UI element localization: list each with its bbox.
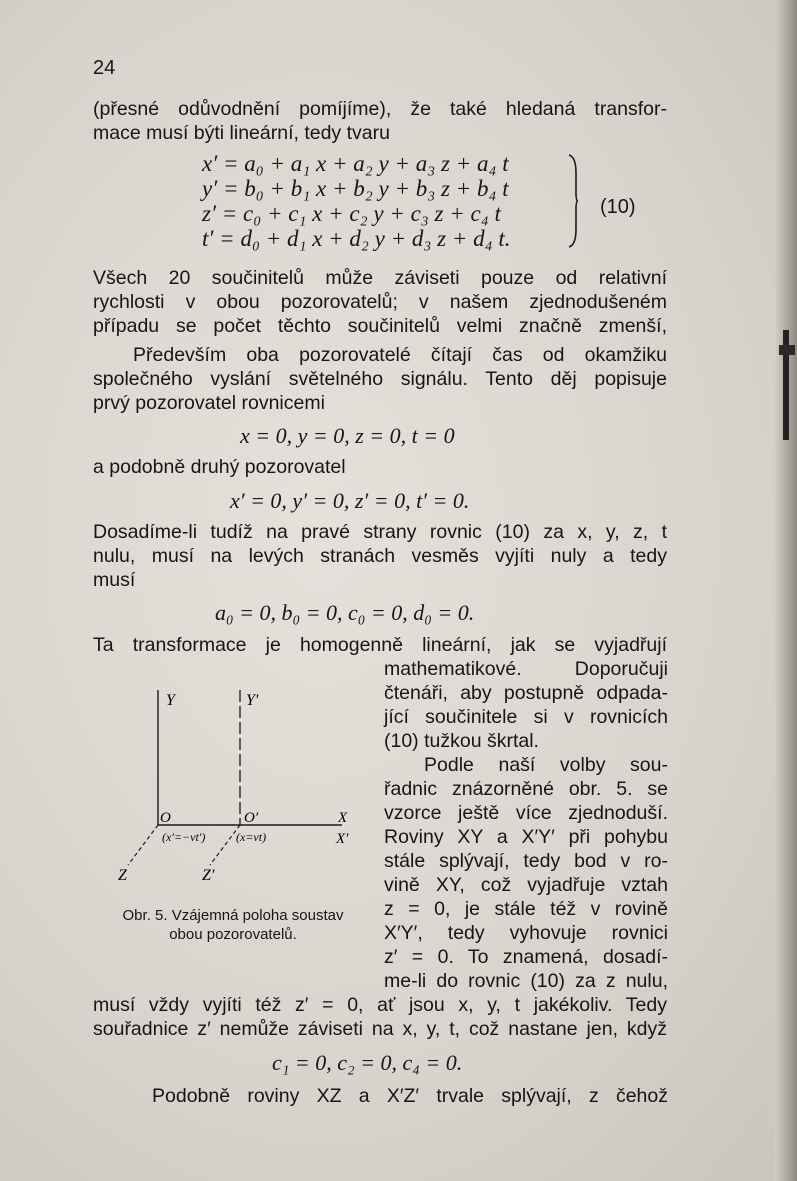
para5-right-line-1: Podle naší volby sou- (424, 754, 668, 776)
para2-line-2: společného vyslání světelného signálu. Tento děj popisuje (93, 368, 667, 390)
line-second-observer: a podobně druhý pozorovatel (93, 456, 346, 478)
label-o-prime: O′ (244, 810, 259, 826)
para3-line-1: Dosadíme-li tudíž na pravé strany rovnic (10) za x, y, z, t (93, 521, 667, 543)
para2-line-1: Především oba pozorovatelé čítají čas od okamžiku (133, 344, 667, 366)
equation-zero-coefficients: a₀ = 0, b₀ = 0, c₀ = 0, d₀ = 0. (215, 600, 475, 625)
intro-line-1: (přesné odůvodnění pomíjíme), že také hledaná transfor- (93, 98, 667, 120)
equation-t-prime: t′ = d₀ + d₁ x + d₂ y + d₃ z + d₄ t. (202, 226, 511, 251)
equation-number: (10) (600, 196, 636, 218)
label-y-prime: Y′ (246, 692, 259, 709)
figure-caption (98, 906, 368, 944)
figure-5-diagram (110, 680, 370, 890)
para1-line-1: Všech 20 součinitelů může záviseti pouze od relativní (93, 267, 667, 289)
para4-right-line-2: čtenáři, aby postupně odpada- (384, 682, 668, 704)
para5-right-line-9: z′ = 0. To znamená, dosadí- (384, 946, 668, 968)
para5-right-line-10: me-li do rovnic (10) za z nulu, (384, 970, 668, 992)
para1-line-3: případu se počet těchto součinitelů velmi značně zmenší, (93, 315, 667, 337)
para5-right-line-3: vzorce ještě více zjednoduší. (384, 802, 668, 824)
para4-right-line-1: mathematikové. Doporučuji (384, 658, 668, 680)
figure-caption-line-2: obou pozorovatelů. (169, 926, 297, 943)
equation-z-prime: z′ = c₀ + c₁ x + c₂ y + c₃ z + c₄ t (202, 201, 501, 226)
para1-line-2: rychlosti v obou pozorovatelů; v našem zjednodušeném (93, 291, 667, 313)
para5-full-line-2: souřadnice z′ nemůže záviseti na x, y, t, což nastane jen, když (93, 1018, 667, 1040)
para5-right-line-2: řadnic znázorněné obr. 5. se (384, 778, 668, 800)
para5-right-line-8: X′Y′, tedy vyhovuje rovnici (384, 922, 668, 944)
last-line: Podobně roviny XZ a X′Z′ trvale splývají, z čehož (152, 1085, 668, 1107)
label-z: Z (118, 867, 127, 884)
figure-caption-line-1: Obr. 5. Vzájemná poloha soustav (122, 907, 344, 924)
para5-right-line-5: stále splývají, tedy bod v ro- (384, 850, 668, 872)
label-z-prime: Z′ (202, 867, 215, 884)
para4-right-line-3: jící součinitele si v rovnicích (384, 706, 668, 728)
para4-right-line-4: (10) tužkou škrtal. (384, 730, 539, 752)
right-brace-icon (568, 153, 578, 249)
para2-line-3: prvý pozorovatel rovnicemi (93, 392, 325, 414)
label-o: O (160, 810, 171, 826)
label-x: X (338, 810, 348, 826)
binding-mark-notch (779, 345, 795, 355)
intro-line-2: mace musí býti lineární, tedy tvaru (93, 122, 390, 144)
para4-line-1: Ta transformace je homogenně lineární, jak se vyjadřují (93, 634, 667, 656)
label-coord: (x=vt) (236, 830, 267, 844)
label-coord-prime: (x′=−vt′) (162, 830, 206, 844)
para3-line-2: nulu, musí na levých stranách vesměs vyjíti nuly a tedy (93, 545, 667, 567)
equation-first-observer: x = 0, y = 0, z = 0, t = 0 (240, 423, 455, 448)
equation-y-prime: y′ = b₀ + b₁ x + b₂ y + b₃ z + b₄ t (202, 176, 509, 201)
label-x-prime: X′ (336, 831, 349, 847)
page-edge (775, 0, 797, 1181)
para5-right-line-7: z = 0, je stále též v rovině (384, 898, 668, 920)
para5-right-line-4: Roviny XY a X′Y′ při pohybu (384, 826, 668, 848)
page-number: 24 (93, 57, 116, 79)
equation-c-coefficients: c₁ = 0, c₂ = 0, c₄ = 0. (272, 1050, 463, 1075)
para5-full-line-1: musí vždy vyjíti též z′ = 0, ať jsou x, y, t jakékoliv. Tedy (93, 994, 667, 1016)
para5-right-line-6: vině XY, což vyjadřuje vztah (384, 874, 668, 896)
para3-line-3: musí (93, 569, 136, 591)
z-axis (128, 825, 158, 865)
label-y: Y (166, 692, 175, 709)
equation-second-observer: x′ = 0, y′ = 0, z′ = 0, t′ = 0. (230, 488, 470, 513)
equation-x-prime: x′ = a₀ + a₁ x + a₂ y + a₃ z + a₄ t (202, 151, 509, 176)
